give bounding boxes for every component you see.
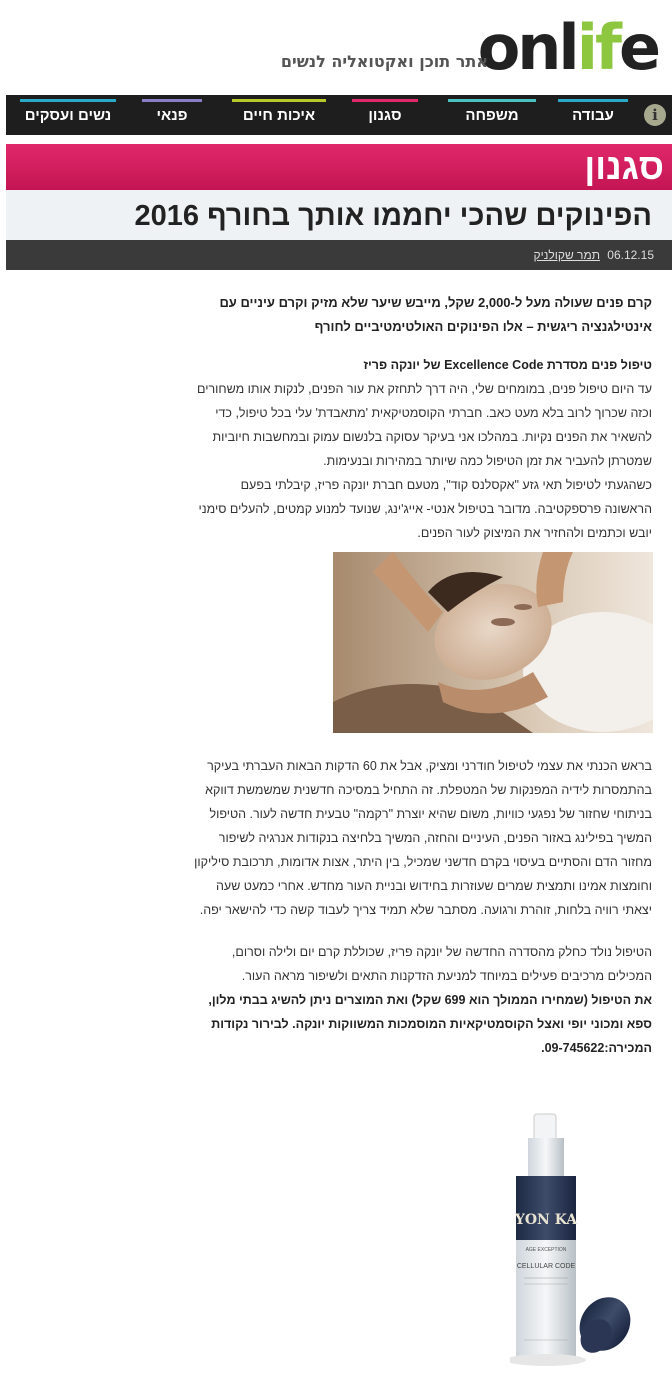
body-line: להשאיר את הפנים נקיות. במהלכו אני בעיקר עסוקה בלנשום עמוק ובמחשבות חיוביות <box>212 430 652 444</box>
main-nav <box>6 95 672 135</box>
product-bottle-image <box>510 1110 635 1372</box>
nav-item-accent-bar <box>20 99 116 102</box>
article-author-link[interactable]: תמר שקולניק <box>533 248 600 262</box>
body-line: שמטרתן להעביר את זמן הטיפול כמה שיותר במהירות ובנעימות. <box>323 454 652 468</box>
site-header <box>0 0 672 95</box>
category-banner <box>6 144 672 190</box>
nav-item-label: פנאי <box>156 106 188 124</box>
category-title[interactable]: סגנון <box>584 146 664 187</box>
nav-item-family[interactable] <box>440 95 544 135</box>
site-logo[interactable] <box>428 12 658 84</box>
article-section-3 <box>0 940 672 1060</box>
article-lead <box>0 291 672 339</box>
nav-item-work[interactable] <box>550 95 636 135</box>
nav-item-accent-bar <box>558 99 628 102</box>
body-line: בהתמסרות לידיה המפנקות של המטפלת. זה התחיל במסיכה חדשנית שמשמשת דווקא <box>205 783 652 797</box>
body-line: המכילים מרכיבים פעילים במיוחד למניעת הזדקנות התאים ולשיפור מראה העור. <box>241 969 652 983</box>
article-section-1 <box>0 353 672 545</box>
article-date: 06.12.15 <box>607 248 654 262</box>
body-line: מחזור הדם והסתיים בעיסוי בקרם חדשני שמכיל, בין היתר, אצות אדומות, תרכובת סיליקון <box>194 855 652 869</box>
body-line: וחומצות אמינו ותמצית שמרים שעוזרות בחידוש ובניית העור מחדש. אחרי כמעט שעה <box>216 879 652 893</box>
body-line-bold: ספא ומכוני יופי ואצל הקוסמטיקאיות המוסמכות המשווקות יונקה. לבירור נקודות <box>211 1017 652 1031</box>
body-line: הראשונה פרספקטיבה. מדובר בטיפול אנטי- אייג'ינג, שנועד למנוע קמטים, להעלים סימני <box>198 502 652 516</box>
nav-item-leisure[interactable] <box>134 95 210 135</box>
body-line-bold: את הטיפול (שמחירו הממולך הוא 699 שקל) ואת המוצרים ניתן להשיג בבתי מלון, <box>208 993 652 1007</box>
body-line: עד היום טיפול פנים, במומחים שלי, היה דרך לתחזק את עור הפנים, לנקות אותו משחורים <box>196 382 652 396</box>
nav-item-accent-bar <box>352 99 418 102</box>
bottle-brand-text: YON KA <box>514 1212 578 1228</box>
lead-line: קרם פנים שעולה מעל ל-2,000 שקל, מייבש שיער שלא מזיק וקרם עיניים עם <box>219 295 652 310</box>
nav-item-quality-of-life[interactable] <box>224 95 334 135</box>
article-section-2 <box>0 754 672 922</box>
facial-treatment-photo <box>333 552 653 733</box>
body-line: וכזה שכרוך לרוב בלא מעט כאב. חברתי הקוסמטיקאית 'מתאבדת' עלי בכל טיפול, כדי <box>215 406 652 420</box>
facial-treatment-illustration <box>333 552 653 733</box>
body-line: יובש וכתמים ולהחזיר את המיצוק לעור הפנים. <box>417 526 652 540</box>
serum-bottle-illustration <box>510 1110 635 1372</box>
article-meta <box>6 240 672 270</box>
nav-item-accent-bar <box>142 99 202 102</box>
body-line: בראש הכנתי את עצמי לטיפול חודרני ומציק, אבל את 60 הדקות הבאות העברתי בעיקר <box>207 759 652 773</box>
article-title: הפינוקים שהכי יחממו אותך בחורף 2016 <box>134 200 652 232</box>
nav-item-label: סגנון <box>368 106 402 124</box>
nav-item-women-business[interactable] <box>12 95 124 135</box>
article-subheading: טיפול פנים מסדרת Excellence Code של יונקה פריז <box>363 358 652 372</box>
nav-item-label: נשים ועסקים <box>24 106 112 124</box>
bottle-product-text: CELLULAR CODE <box>516 1263 576 1270</box>
body-line: יצאתי רוויה בלחות, זוהרת ורגועה. מסתבר שלא תמיד צריך לעבוד קשה כדי להישאר יפה. <box>199 903 652 917</box>
nav-item-style[interactable] <box>344 95 426 135</box>
body-line: בניתוחי שחזור של נפגעי כוויות, משום שהיא יוצרת "רקמה" טבעית חדשה לעור. הטיפול <box>209 807 652 821</box>
nav-item-accent-bar <box>232 99 326 102</box>
body-line: הטיפול נולד כחלק מהסדרה החדשה של יונקה פריז, שכוללת קרם יום ולילה וסרום, <box>231 945 652 959</box>
bottle-line-text: AGE EXCEPTION <box>525 1247 567 1253</box>
info-icon[interactable]: i <box>644 104 666 126</box>
nav-item-label: עבודה <box>572 106 614 124</box>
lead-line: אינטילגנציה ריגשית – אלו הפינוקים האולטימטיביים לחורף <box>314 319 652 334</box>
body-line: המשיך בפילינג באזור הפנים, העיניים והחזה, המשיך בלחיצה בנקודות אנרגיה לשיפור <box>218 831 652 845</box>
body-line: כשהגעתי לטיפול תאי גזע "אקסלנס קוד", מטעם חברת יונקה פריז, קיבלתי בפעם <box>240 478 652 492</box>
logo-wordmark: onlife <box>477 11 658 84</box>
site-tagline: אתר תוכן ואקטואליה לנשים <box>280 52 488 71</box>
nav-item-label: איכות חיים <box>242 106 316 124</box>
nav-item-label: משפחה <box>465 106 519 124</box>
nav-item-accent-bar <box>448 99 536 102</box>
body-line-bold: המכירה:09-745622. <box>541 1041 652 1055</box>
article-title-band <box>6 190 672 240</box>
